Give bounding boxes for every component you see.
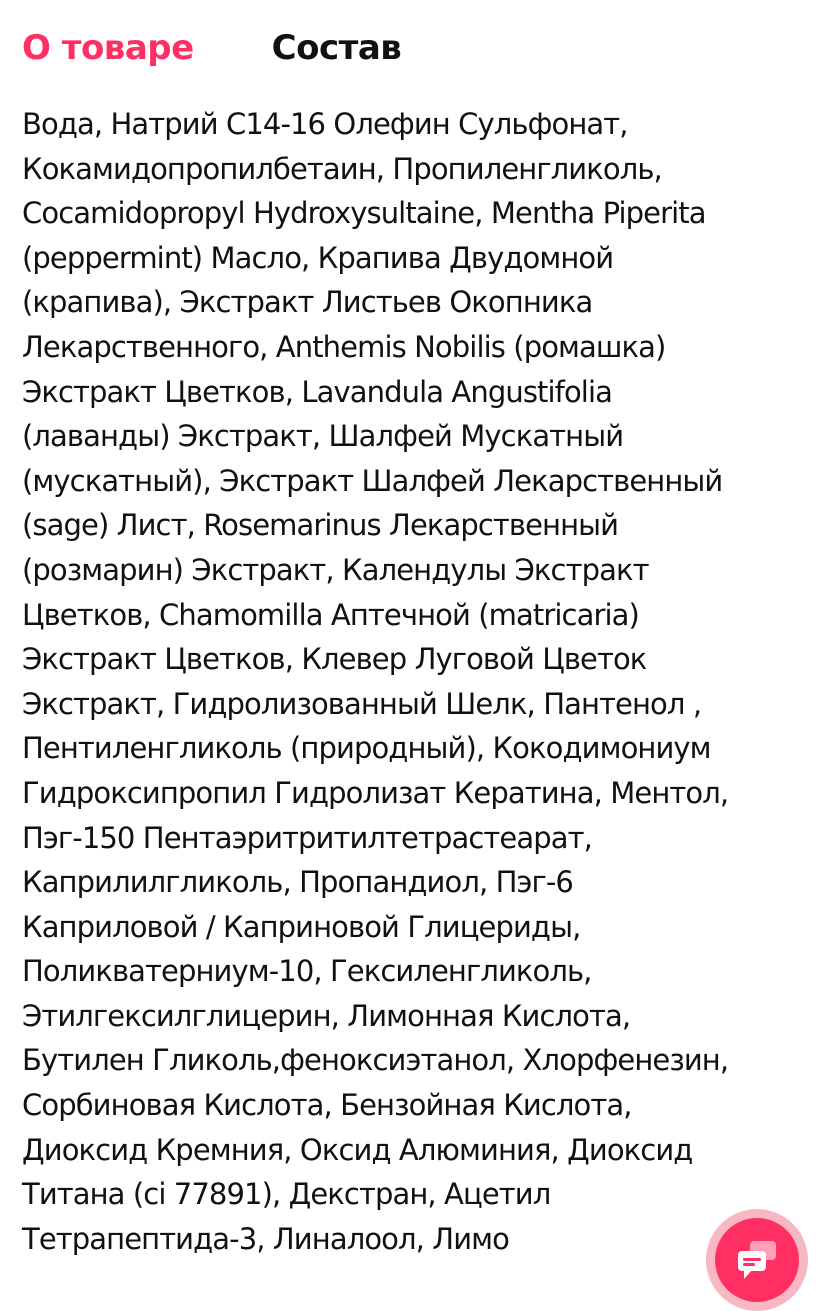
composition-line: (крапива), Экстракт Листьев Окопника <box>22 285 593 320</box>
chat-button[interactable] <box>706 1209 808 1311</box>
composition-line: Каприлилгликоль, Пропандиол, Пэг-6 <box>22 865 573 900</box>
composition-line: Вода, Натрий С14-16 Олефин Сульфонат, <box>22 107 628 141</box>
chat-bubbles-icon <box>734 1237 780 1283</box>
composition-line: Цветков, Chamomilla Аптечной (matricaria) <box>22 597 639 632</box>
composition-line: Тетрапептида-3, Линалоол, Лимо <box>22 1221 509 1256</box>
product-tabs <box>22 28 401 68</box>
composition-line: Бутилен Гликоль,феноксиэтанол, Хлорфенезин, <box>22 1043 729 1078</box>
tab-composition[interactable]: Состав <box>271 28 402 68</box>
composition-line: (розмарин) Экстракт, Календулы Экстракт <box>22 552 649 587</box>
composition-text <box>22 102 822 1261</box>
composition-line: (лаванды) Экстракт, Шалфей Мускатный <box>22 419 624 454</box>
composition-line: Диоксид Кремния, Оксид Алюминия, Диоксид <box>22 1132 693 1167</box>
composition-line: Этилгексилглицерин, Лимонная Кислота, <box>22 998 631 1033</box>
composition-line: Титана (ci 77891), Декстран, Ацетил <box>22 1177 551 1212</box>
composition-line: Сорбиновая Кислота, Бензойная Кислота, <box>22 1088 632 1123</box>
composition-line: Экстракт Цветков, Lavandula Angustifolia <box>22 374 612 409</box>
composition-line: (peppermint) Масло, Крапива Двудомной <box>22 240 614 275</box>
composition-line: Экстракт, Гидролизованный Шелк, Пантенол , <box>22 686 702 721</box>
composition-line: Экстракт Цветков, Клевер Луговой Цветок <box>22 642 647 677</box>
composition-line: (sage) Лист, Rosemarinus Лекарственный <box>22 508 619 543</box>
composition-line: Пентиленгликоль (природный), Кокодимониум <box>22 731 711 766</box>
chat-button-core <box>715 1218 799 1302</box>
composition-line: Гидроксипропил Гидролизат Кератина, Ментол, <box>22 775 729 810</box>
composition-line: Пэг-150 Пентаэритритилтетрастеарат, <box>22 820 592 855</box>
composition-line: Поликватерниум-10, Гексиленгликоль, <box>22 954 592 989</box>
composition-line: Cocamidopropyl Hydroxysultaine, Mentha Piperita <box>22 196 706 231</box>
composition-line: Лекарственного, Anthemis Nobilis (ромашка) <box>22 329 666 364</box>
composition-line: Каприловой / Каприновой Глицериды, <box>22 909 581 944</box>
tab-about-product[interactable]: О товаре <box>22 28 194 68</box>
composition-line: Кокамидопропилбетаин, Пропиленгликоль, <box>22 151 662 186</box>
composition-line: (мускатный), Экстракт Шалфей Лекарственный <box>22 463 723 498</box>
